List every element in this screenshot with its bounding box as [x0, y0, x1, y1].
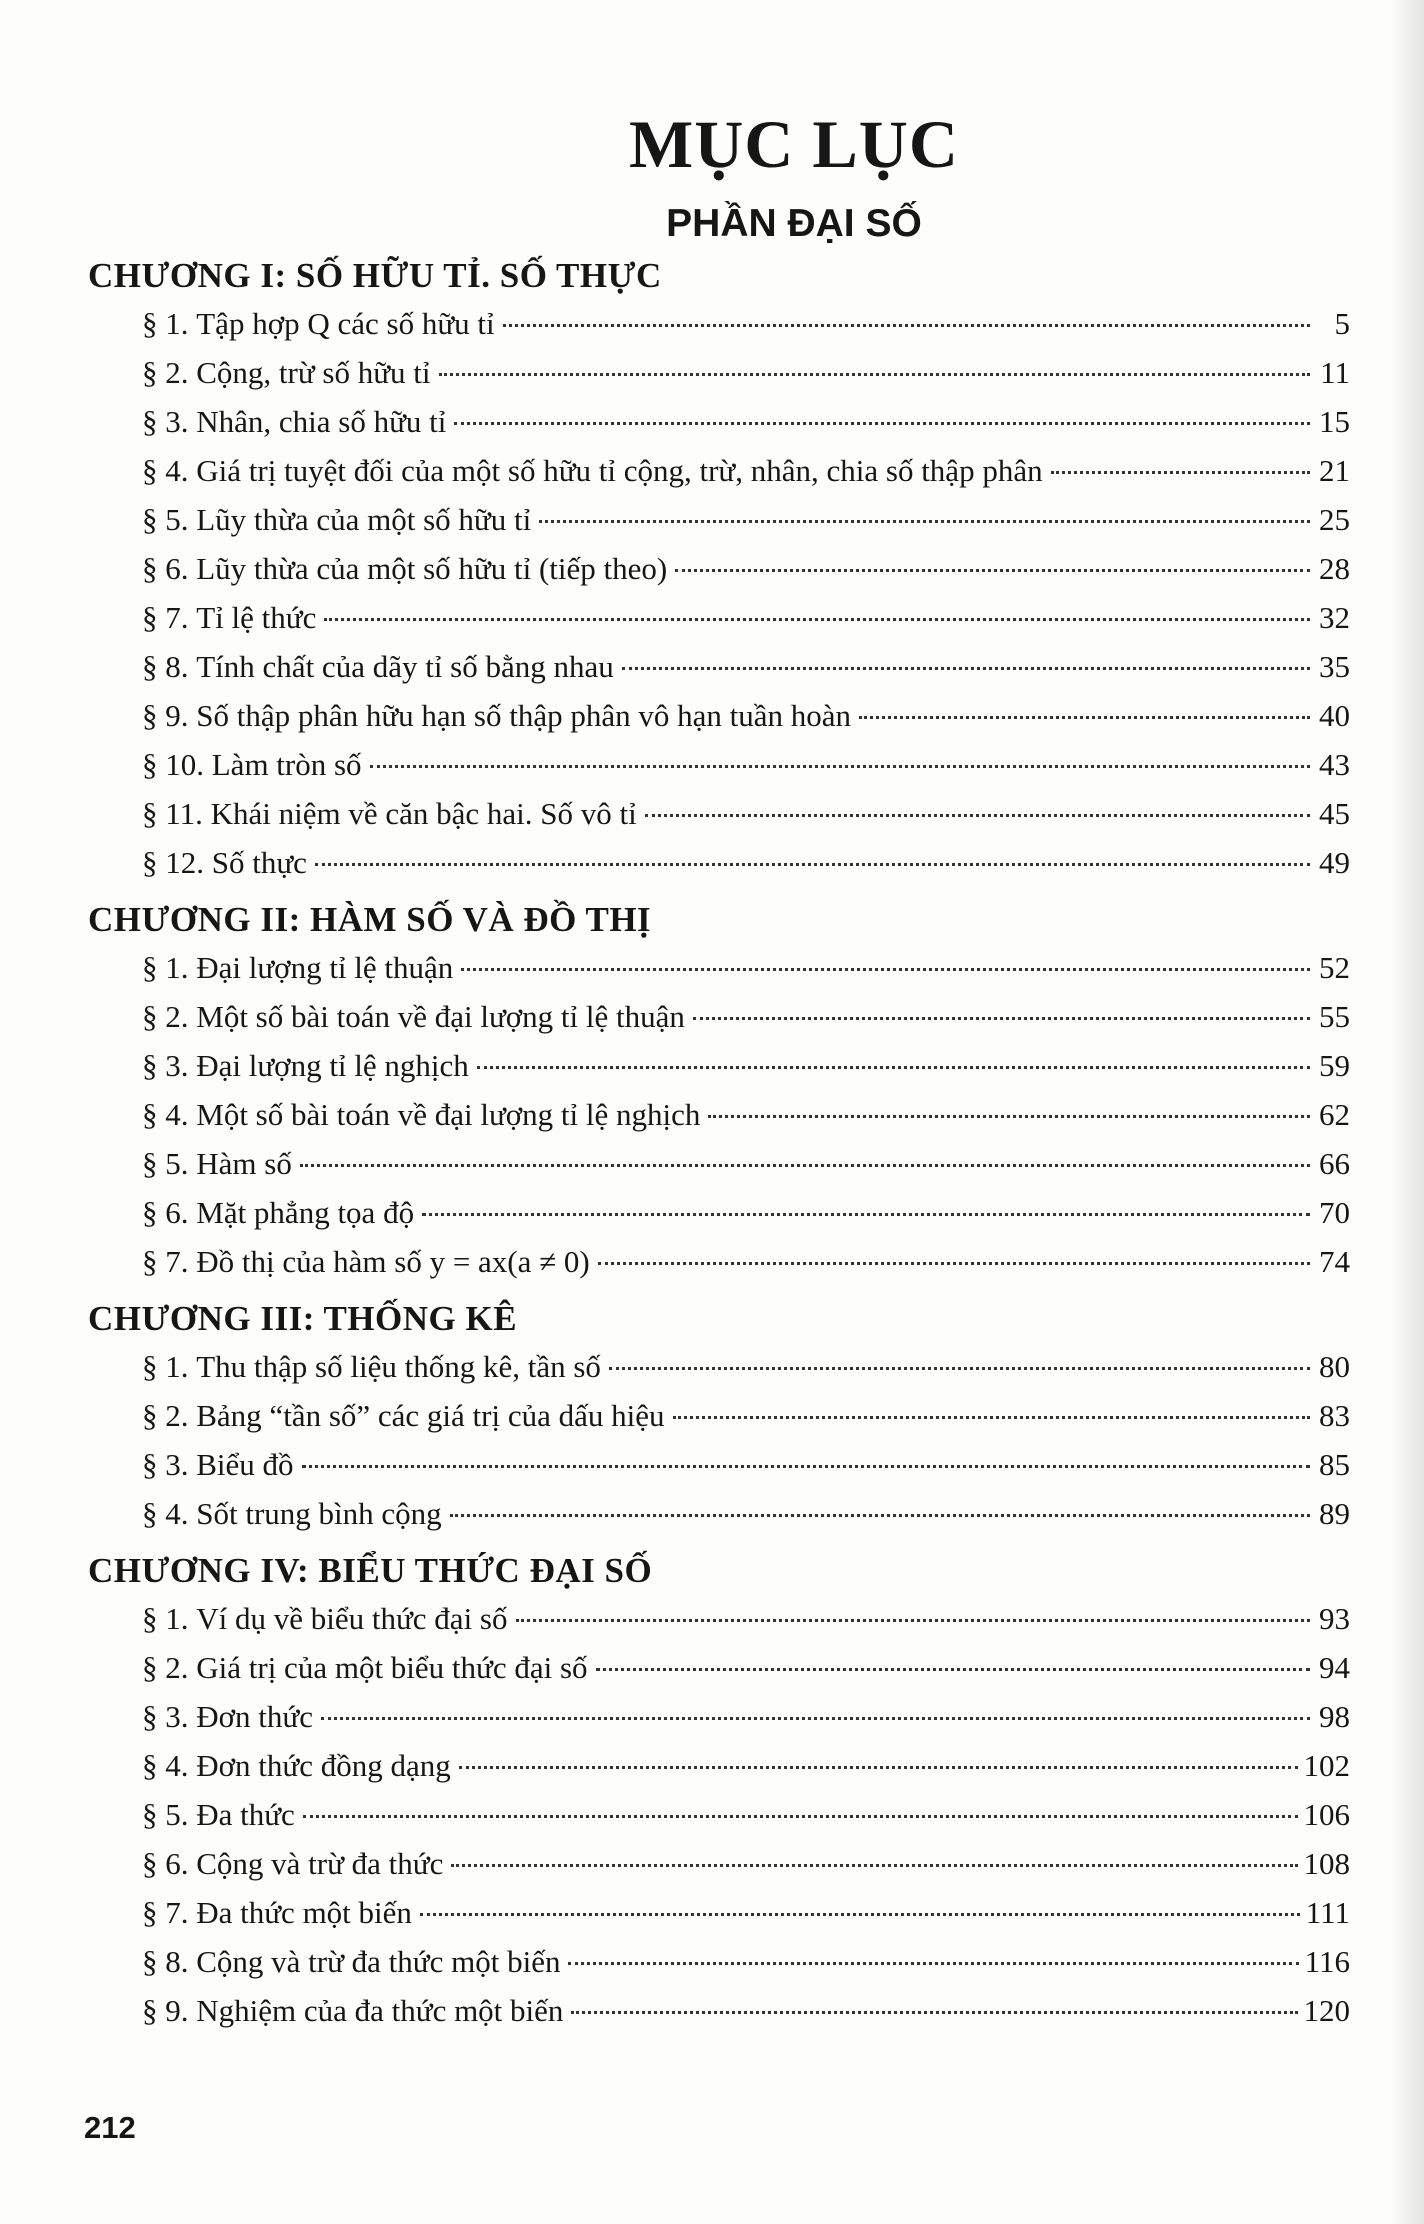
toc-entry [88, 1692, 1350, 1741]
toc-entry [88, 1643, 1350, 1692]
dot-leader [439, 373, 1310, 376]
dot-leader [859, 716, 1310, 719]
toc-entry [88, 1041, 1350, 1090]
section-number: § 3. [142, 1447, 189, 1482]
section-title: Giá trị của một biểu thức đại số [196, 1650, 588, 1685]
toc-entry [88, 1741, 1350, 1790]
toc-entry [88, 495, 1350, 544]
section-page-number: 15 [1319, 404, 1350, 439]
section-title: Tỉ lệ thức [196, 600, 317, 635]
section-page-number: 28 [1319, 551, 1350, 586]
section-number: § 1. [142, 1349, 189, 1384]
dot-leader [454, 422, 1310, 425]
section-title: Một số bài toán về đại lượng tỉ lệ nghịch [196, 1097, 701, 1132]
section-page-number: 25 [1319, 502, 1350, 537]
toc-entry [88, 1986, 1350, 2035]
section-title: Đại lượng tỉ lệ thuận [196, 950, 454, 985]
toc-entry [88, 348, 1350, 397]
dot-leader [568, 1962, 1298, 1965]
dot-leader [422, 1213, 1310, 1216]
section-page-number: 35 [1319, 649, 1350, 684]
section-page-number: 11 [1320, 355, 1350, 390]
section-title: Làm tròn số [211, 747, 362, 782]
dot-leader [303, 1815, 1298, 1818]
section-title: Số thực [211, 845, 307, 880]
section-title: Ví dụ về biểu thức đại số [196, 1601, 508, 1636]
toc-entry [88, 1489, 1350, 1538]
toc-entry [88, 1237, 1350, 1286]
section-page-number: 59 [1319, 1048, 1350, 1083]
section-number: § 2. [142, 1650, 189, 1685]
toc-entry [88, 642, 1350, 691]
toc-entry [88, 1937, 1350, 1986]
section-number: § 11. [142, 796, 203, 831]
dot-leader [420, 1913, 1300, 1916]
section-number: § 5. [142, 1146, 189, 1181]
section-title: Đồ thị của hàm số y = ax(a ≠ 0) [196, 1244, 590, 1279]
page-edge-shadow [1390, 0, 1424, 2224]
section-number: § 4. [142, 453, 189, 488]
toc-entry [88, 1839, 1350, 1888]
section-page-number: 49 [1319, 845, 1350, 880]
dot-leader [1051, 471, 1310, 474]
dot-leader [516, 1619, 1311, 1622]
toc-entry [88, 1391, 1350, 1440]
section-number: § 8. [142, 1944, 189, 1979]
section-number: § 6. [142, 1846, 189, 1881]
section-number: § 2. [142, 999, 189, 1034]
toc-entry [88, 1342, 1350, 1391]
section-title: Nghiệm của đa thức một biến [196, 1993, 564, 2028]
chapter-heading: CHƯƠNG IV: BIỂU THỨC ĐẠI SỐ [88, 1551, 653, 1590]
section-title: Hàm số [196, 1146, 292, 1181]
toc-entry [88, 299, 1350, 348]
section-number: § 5. [142, 1797, 189, 1832]
toc-entry [88, 1440, 1350, 1489]
section-title: Lũy thừa của một số hữu tỉ [196, 502, 532, 537]
section-page-number: 80 [1319, 1349, 1350, 1384]
section-title: Tập hợp Q các số hữu tỉ [196, 306, 495, 341]
section-number: § 12. [142, 845, 204, 880]
section-page-number: 70 [1319, 1195, 1350, 1230]
dot-leader [596, 1668, 1310, 1671]
toc-entry [88, 1888, 1350, 1937]
section-page-number: 45 [1319, 796, 1350, 831]
toc-entry [88, 1188, 1350, 1237]
section-number: § 7. [142, 1244, 189, 1279]
chapter-heading: CHƯƠNG III: THỐNG KÊ [88, 1299, 518, 1338]
section-page-number: 21 [1319, 453, 1350, 488]
section-title: Tính chất của dãy tỉ số bằng nhau [196, 649, 614, 684]
section-title: Đơn thức đồng dạng [196, 1748, 451, 1783]
dot-leader [622, 667, 1310, 670]
section-page-number: 32 [1319, 600, 1350, 635]
section-title: Một số bài toán về đại lượng tỉ lệ thuận [196, 999, 685, 1034]
toc-entry [88, 544, 1350, 593]
dot-leader [598, 1262, 1310, 1265]
dot-leader [571, 2011, 1297, 2014]
section-title: Lũy thừa của một số hữu tỉ (tiếp theo) [196, 551, 668, 586]
section-number: § 4. [142, 1097, 189, 1132]
section-page-number: 106 [1303, 1797, 1350, 1832]
section-number: § 7. [142, 1895, 189, 1930]
section-page-number: 93 [1319, 1601, 1350, 1636]
section-number: § 2. [142, 355, 189, 390]
section-number: § 4. [142, 1748, 189, 1783]
dot-leader [503, 324, 1310, 327]
section-page-number: 55 [1319, 999, 1350, 1034]
section-number: § 4. [142, 1496, 189, 1531]
toc-entry [88, 1090, 1350, 1139]
toc-entry [88, 838, 1350, 887]
dot-leader [370, 765, 1310, 768]
toc-entry [88, 1790, 1350, 1839]
section-title: Đa thức [196, 1797, 295, 1832]
section-number: § 7. [142, 600, 189, 635]
toc-entry [88, 789, 1350, 838]
dot-leader [461, 968, 1310, 971]
section-number: § 9. [142, 1993, 189, 2028]
section-title: Giá trị tuyệt đối của một số hữu tỉ cộng, trừ, nhân, chia số thập phân [196, 453, 1043, 488]
section-title: Cộng và trừ đa thức [196, 1846, 444, 1881]
section-title: Thu thập số liệu thống kê, tần số [196, 1349, 601, 1384]
dot-leader [609, 1367, 1310, 1370]
section-number: § 3. [142, 404, 189, 439]
section-page-number: 83 [1319, 1398, 1350, 1433]
table-of-contents [88, 106, 1350, 2035]
section-page-number: 74 [1319, 1244, 1350, 1279]
section-number: § 8. [142, 649, 189, 684]
section-page-number: 43 [1319, 747, 1350, 782]
part-title: PHẦN ĐẠI SỐ [666, 202, 922, 245]
chapter-heading: CHƯƠNG I: SỐ HỮU TỈ. SỐ THỰC [88, 256, 662, 295]
section-page-number: 120 [1303, 1993, 1350, 2028]
toc-entry [88, 943, 1350, 992]
toc-entry [88, 992, 1350, 1041]
dot-leader [302, 1465, 1310, 1468]
dot-leader [300, 1164, 1310, 1167]
dot-leader [459, 1766, 1298, 1769]
dot-leader [451, 1864, 1297, 1867]
section-title: Khái niệm về căn bậc hai. Số vô tỉ [210, 796, 637, 831]
section-title: Số thập phân hữu hạn số thập phân vô hạn tuần hoàn [196, 698, 852, 733]
dot-leader [539, 520, 1310, 523]
section-page-number: 102 [1303, 1748, 1350, 1783]
section-page-number: 40 [1319, 698, 1350, 733]
section-page-number: 116 [1304, 1944, 1350, 1979]
section-number: § 6. [142, 551, 189, 586]
section-number: § 6. [142, 1195, 189, 1230]
section-page-number: 66 [1319, 1146, 1350, 1181]
section-title: Biểu đồ [196, 1447, 294, 1482]
dot-leader [477, 1066, 1310, 1069]
section-page-number: 94 [1319, 1650, 1350, 1685]
section-page-number: 5 [1334, 306, 1350, 341]
section-title: Mặt phẳng tọa độ [196, 1195, 415, 1230]
section-number: § 1. [142, 306, 189, 341]
dot-leader [673, 1416, 1311, 1419]
section-page-number: 52 [1319, 950, 1350, 985]
dot-leader [693, 1017, 1310, 1020]
toc-entry [88, 1139, 1350, 1188]
dot-leader [645, 814, 1310, 817]
section-title: Bảng “tần số” các giá trị của dấu hiệu [196, 1398, 665, 1433]
dot-leader [321, 1717, 1310, 1720]
dot-leader [450, 1514, 1310, 1517]
section-title: Cộng, trừ số hữu tỉ [196, 355, 431, 390]
section-page-number: 62 [1319, 1097, 1350, 1132]
toc-entry [88, 446, 1350, 495]
section-page-number: 98 [1319, 1699, 1350, 1734]
section-number: § 2. [142, 1398, 189, 1433]
toc-entry [88, 740, 1350, 789]
section-title: Sốt trung bình cộng [196, 1496, 442, 1531]
section-title: Cộng và trừ đa thức một biến [196, 1944, 561, 1979]
dot-leader [675, 569, 1310, 572]
chapter-heading: CHƯƠNG II: HÀM SỐ VÀ ĐỒ THỊ [88, 900, 652, 939]
toc-list [88, 253, 1350, 2035]
page-title: MỤC LỤC [629, 106, 959, 182]
section-number: § 3. [142, 1048, 189, 1083]
section-number: § 10. [142, 747, 204, 782]
dot-leader [324, 618, 1310, 621]
section-number: § 9. [142, 698, 189, 733]
section-title: Đơn thức [196, 1699, 313, 1734]
dot-leader [708, 1115, 1310, 1118]
section-title: Đa thức một biến [196, 1895, 412, 1930]
section-page-number: 89 [1319, 1496, 1350, 1531]
page-number: 212 [84, 2110, 136, 2145]
toc-entry [88, 397, 1350, 446]
section-page-number: 85 [1319, 1447, 1350, 1482]
section-number: § 1. [142, 1601, 189, 1636]
section-title: Đại lượng tỉ lệ nghịch [196, 1048, 469, 1083]
section-number: § 3. [142, 1699, 189, 1734]
section-number: § 5. [142, 502, 189, 537]
section-number: § 1. [142, 950, 189, 985]
toc-entry [88, 593, 1350, 642]
toc-entry [88, 691, 1350, 740]
section-page-number: 108 [1303, 1846, 1350, 1881]
section-title: Nhân, chia số hữu tỉ [196, 404, 447, 439]
dot-leader [315, 863, 1310, 866]
toc-entry [88, 1594, 1350, 1643]
section-page-number: 111 [1305, 1895, 1350, 1930]
